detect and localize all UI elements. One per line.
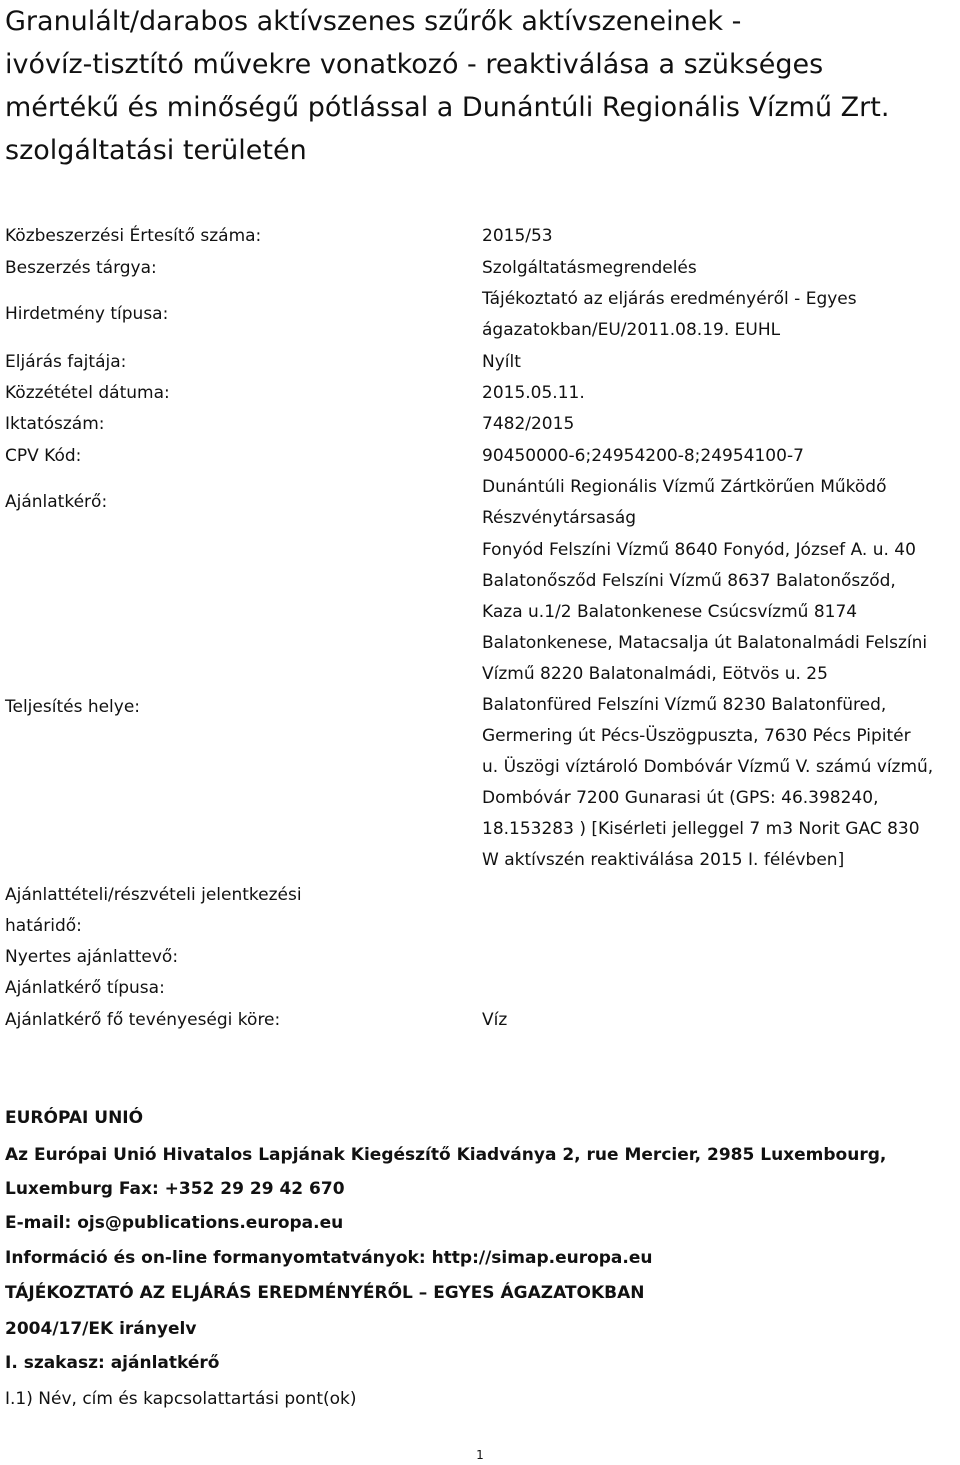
field-value: Szolgáltatásmegrendelés bbox=[482, 258, 697, 278]
footer-fax: Luxemburg Fax: +352 29 29 42 670 bbox=[5, 1179, 345, 1199]
field-label: Ajánlatkérő fő tevényeségi köre: bbox=[5, 1010, 281, 1030]
field-value-line: Dombóvár 7200 Gunarasi út (GPS: 46.398240, bbox=[482, 788, 879, 808]
field-label: Eljárás fajtája: bbox=[5, 352, 127, 372]
field-value bbox=[482, 284, 960, 346]
field-label-line: Ajánlattételi/részvételi jelentkezési bbox=[5, 885, 302, 905]
field-value-line: 18.153283 ) [Kisérleti jelleggel 7 m3 Norit GAC 830 bbox=[482, 819, 920, 839]
field-value-line: Vízmű 8220 Balatonalmádi, Eötvös u. 25 bbox=[482, 664, 828, 684]
field-label-line: határidő: bbox=[5, 916, 82, 936]
field-value-line: Germering út Pécs-Üszögpuszta, 7630 Pécs Pipitér bbox=[482, 726, 911, 746]
footer-subsection: I.1) Név, cím és kapcsolattartási pont(ok) bbox=[5, 1389, 357, 1409]
field-value-line: Részvénytársaság bbox=[482, 508, 637, 528]
field-label bbox=[5, 880, 302, 942]
footer-directive: 2004/17/EK irányelv bbox=[5, 1319, 197, 1339]
footer-eu-heading: EURÓPAI UNIÓ bbox=[5, 1108, 144, 1128]
field-value-line: Dunántúli Regionális Vízmű Zártkörűen Működő bbox=[482, 477, 887, 497]
field-value: 2015/53 bbox=[482, 226, 553, 246]
field-label: Ajánlatkérő típusa: bbox=[5, 978, 165, 998]
field-value-line: Balatonkenese, Matacsalja út Balatonalmádi Felszíni bbox=[482, 633, 928, 653]
field-label: Iktatószám: bbox=[5, 414, 105, 434]
field-value: 7482/2015 bbox=[482, 414, 575, 434]
footer-publisher: Az Európai Unió Hivatalos Lapjának Kiegészítő Kiadványa 2, rue Mercier, 2985 Luxembourg, bbox=[5, 1145, 887, 1165]
field-label: Teljesítés helye: bbox=[5, 697, 141, 717]
field-value: 90450000-6;24954200-8;24954100-7 bbox=[482, 446, 804, 466]
document-title bbox=[5, 0, 955, 172]
field-value: Nyílt bbox=[482, 352, 521, 372]
title-line: szolgáltatási területén bbox=[5, 135, 307, 166]
field-value-line: Balatonfüred Felszíni Vízmű 8230 Balatonfüred, bbox=[482, 695, 887, 715]
field-label: Nyertes ajánlattevő: bbox=[5, 947, 179, 967]
field-label: Ajánlatkérő: bbox=[5, 492, 108, 512]
footer-section-one: I. szakasz: ajánlatkérő bbox=[5, 1353, 220, 1373]
footer-email: E-mail: ojs@publications.europa.eu bbox=[5, 1213, 344, 1233]
field-value: Víz bbox=[482, 1010, 508, 1030]
field-value-line: u. Üszögi víztároló Dombóvár Vízmű V. számú vízmű, bbox=[482, 757, 934, 777]
title-line: mértékű és minőségű pótlással a Dunántúli Regionális Vízmű Zrt. bbox=[5, 92, 890, 123]
footer-info: Információ és on-line formanyomtatványok: http://simap.europa.eu bbox=[5, 1248, 653, 1268]
field-label: Közzététel dátuma: bbox=[5, 383, 170, 403]
field-value bbox=[482, 472, 960, 534]
field-value-line: Fonyód Felszíni Vízmű 8640 Fonyód, József A. u. 40 bbox=[482, 540, 916, 560]
title-line: Granulált/darabos aktívszenes szűrők aktívszeneinek - bbox=[5, 6, 742, 37]
field-label: Hirdetmény típusa: bbox=[5, 304, 169, 324]
field-value-line: Tájékoztató az eljárás eredményéről - Egyes bbox=[482, 289, 857, 309]
field-value-line: Kaza u.1/2 Balatonkenese Csúcsvízmű 8174 bbox=[482, 602, 858, 622]
field-value bbox=[482, 535, 960, 876]
footer-section-title: TÁJÉKOZTATÓ AZ ELJÁRÁS EREDMÉNYÉRŐL – EGYES ÁGAZATOKBAN bbox=[5, 1283, 645, 1303]
field-value-line: Balatonősződ Felszíni Vízmű 8637 Balatonősződ, bbox=[482, 571, 896, 591]
field-value-line: W aktívszén reaktiválása 2015 I. félévben] bbox=[482, 850, 845, 870]
page-number: 1 bbox=[476, 1448, 484, 1462]
field-label: CPV Kód: bbox=[5, 446, 82, 466]
field-value: 2015.05.11. bbox=[482, 383, 585, 403]
field-label: Beszerzés tárgya: bbox=[5, 258, 157, 278]
field-label: Közbeszerzési Értesítő száma: bbox=[5, 226, 262, 246]
field-value-line: ágazatokban/EU/2011.08.19. EUHL bbox=[482, 320, 781, 340]
title-line: ivóvíz-tisztító művekre vonatkozó - reaktiválása a szükséges bbox=[5, 49, 824, 80]
